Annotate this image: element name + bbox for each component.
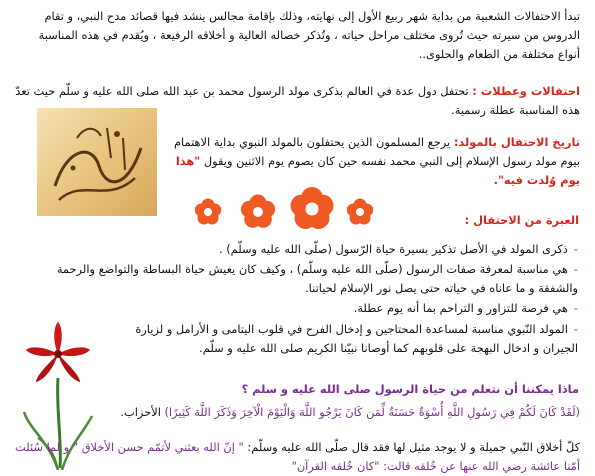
flowers-decoration [188,186,378,232]
verse-line [14,403,580,422]
closing-hadith: " إنّ الله بعثني لأتمّم حسن الأخلاق " و لما سُئلت أمّنا عائشة رضي الله عنها عن خُلقه قالت: "كان خُلقه القرآن" [15,440,580,473]
holidays-text: تحتفل دول عدة في العالم بذكرى مولد الرسول محمد بن عبد الله صلى الله عليه و سلّم حيث تعدّ هذه المناسبة عطلة رسمية. [15,84,580,117]
history-quote: "هذا يوم وُلدت فيه". [175,154,580,187]
calligraphy-image [37,108,157,216]
history-paragraph [166,133,580,190]
intro-paragraph: تبدأ الاحتفالات الشعبية من بداية شهر ربيع الأول إلى نهايته، وذلك بإقامة مجالس ينشد فيها قصائد مدح النبي، و تقام الدروس من سيرته حيث تُروى مختلف مراحل حياته ، وتُذكر خصاله العالية و أخلاقه الرفيعة ، ويُقدم في هذه المناسبة أنواع مختلفة من الطعام والحلوى.. [38,9,580,61]
lesson-item: -هي مناسبة لمعرفة صفات الرسول (صلّى الله عليه وسلّم) ، وكيف كان يعيش حياة البساطة والتواضع والرحمة والشفقة و ما عاناه في حياته حتى يصل نور الإسلام لحياتنا. [56,262,578,295]
history-text: يرجع المسلمون الذين يحتفلون بالمولد النبوي بداية الاهتمام بيوم مولد رسول الإسلام إلى النبي محمد نفسه حين كان يصوم يوم الاثنين ويقول [173,135,580,168]
lessons-heading: العبرة من الاحتفال : [464,213,579,227]
closing-text: كلّ أخلاق النّبي جميلة و لا يوجد مثيل لها فقد قال صلّى الله عليه وسلّم: [243,440,580,454]
question-line: ماذا يمكننا أن نتعلم من حياة الرسول صلى الله عليه و سلم ؟ [241,382,579,396]
verse-text: (لَقَدْ كَانَ لَكُمْ فِي رَسُولِ اللَّهِ أُسْوَةٌ حَسَنَةٌ لِّمَن كَانَ يَرْجُو اللَّهَ وَالْيَوْمَ الْآخِرَ وَذَكَرَ اللَّهَ كَثِيرًا) [164,405,580,419]
lesson-item: -هي فرصة للتزاور و التراحم بما أنه يوم عطلة. [353,301,578,315]
flower-icons [188,186,378,232]
verse-source: الأحزاب. [120,405,165,419]
calligraphy-art-icon [37,108,157,216]
lesson-item-text: ذكرى المولد في الأصل تذكير بسيرة حياة الرّسول (صلّى الله عليه وسلّم) . [218,242,568,256]
closing-paragraph [14,438,580,476]
lesson-item-text: هي فرصة للتزاور و التراحم بما أنه يوم عطلة. [353,301,568,315]
lesson-item-text: هي مناسبة لمعرفة صفات الرسول (صلّى الله عليه وسلّم) ، وكيف كان يعيش حياة البساطة والتواضع والرحمة والشفقة و ما عاناه في حياته حتى يصل نور الإسلام لحياتنا. [56,262,578,295]
flower-small-icon [347,199,373,225]
lesson-item: -ذكرى المولد في الأصل تذكير بسيرة حياة الرّسول (صلّى الله عليه وسلّم) . [218,242,578,256]
history-heading: تاريخ الاحتفال بالمولد: [453,135,580,149]
holidays-heading: احتفالات وعطلات : [472,84,580,98]
lesson-item: -المولد النّبوي مناسبة لمساعدة المحتاجين و إدخال الفرح في قلوب اليتامى و الأرامل و لزيارة الجيران و ادخال البهجة على قلوبهم كما أوصانا نبيّنا الكريم صلى الله عليه و سلّم. [135,322,578,355]
flower-medium-icon [241,195,275,228]
lesson-item-text: المولد النّبوي مناسبة لمساعدة المحتاجين و إدخال الفرح في قلوب اليتامى و الأرامل و لزيارة الجيران و ادخال البهجة على قلوبهم كما أوصانا نبيّنا الكريم صلى الله عليه و سلّم. [135,322,578,355]
flower-small-icon [195,199,221,225]
flower-large-icon [291,187,334,229]
